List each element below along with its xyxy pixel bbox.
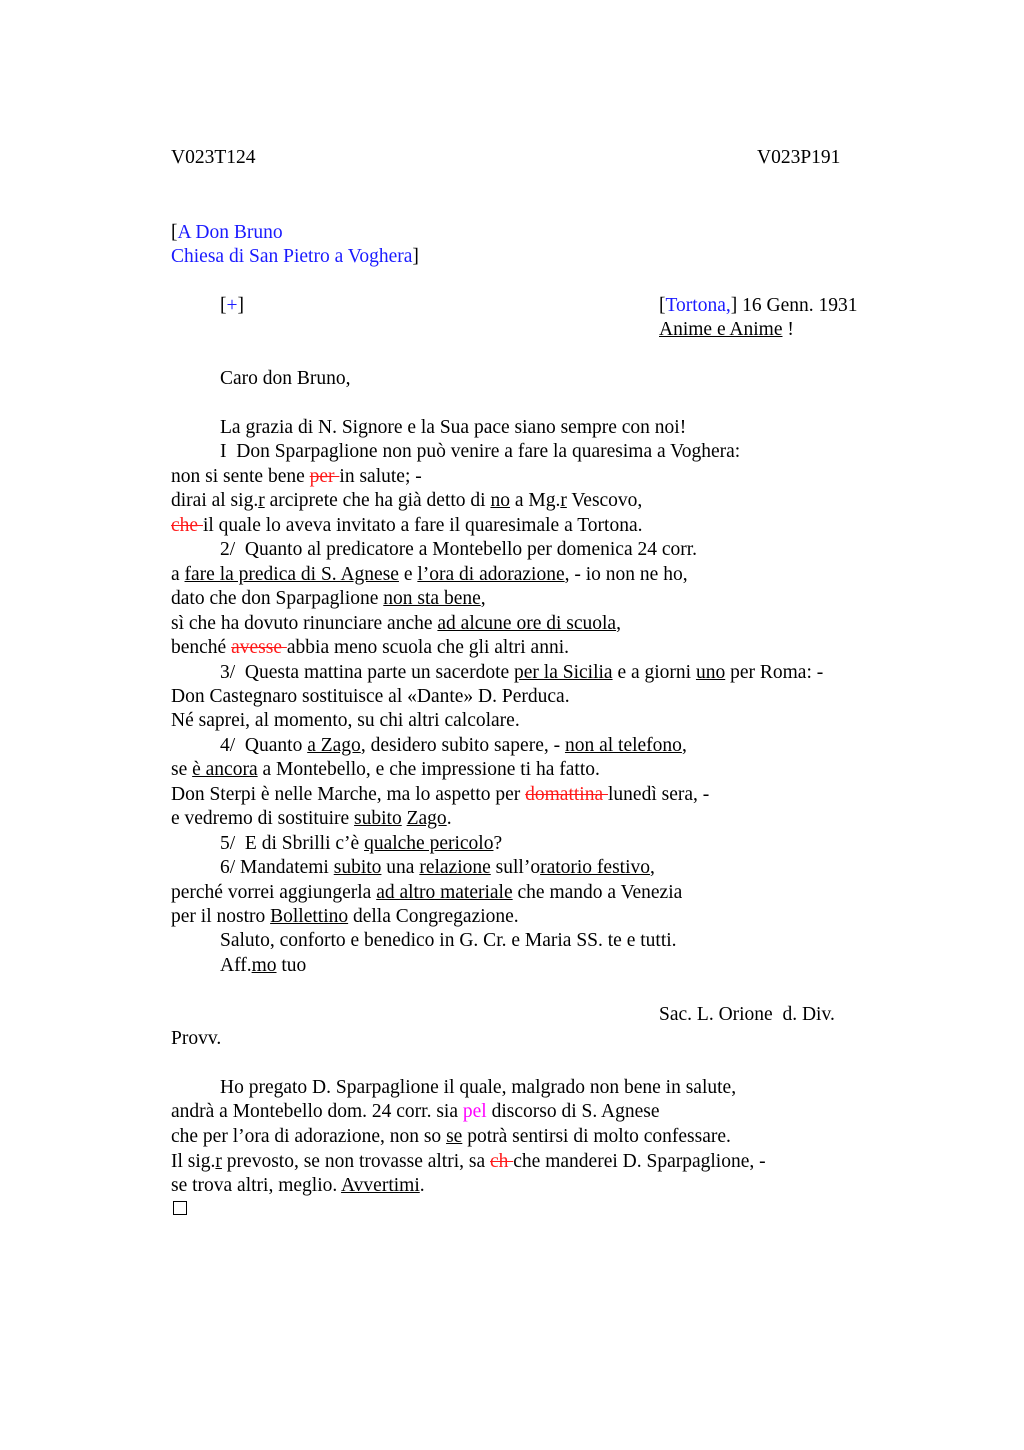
dateline-place: Tortona,: [665, 295, 731, 316]
body-line: Don Castegnaro sostituisce al «Dante» D. Perduca.: [171, 686, 570, 707]
deletion: per: [309, 466, 340, 487]
body-line: e vedremo di sostituire subito Zago.: [171, 808, 452, 829]
body-line: che il quale lo aveva invitato a fare il quaresimale a Tortona.: [171, 515, 643, 536]
postscript-line: Ho pregato D. Sparpaglione il quale, malgrado non bene in salute,: [220, 1077, 737, 1098]
motto: Anime e Anime: [659, 319, 783, 340]
body-line: 4/ Quanto a Zago, desidero subito sapere, - non al telefono,: [220, 735, 687, 756]
addressee-line-1: [A Don Bruno: [171, 222, 283, 243]
postscript-line: che per l’ora di adorazione, non so se potrà sentirsi di molto confessare.: [171, 1126, 731, 1147]
body-line: I Don Sparpaglione non può venire a fare la quaresima a Voghera:: [220, 441, 741, 462]
dateline: [Tortona,] 16 Genn. 1931: [659, 295, 858, 316]
body-line: non si sente bene per in salute; -: [171, 466, 422, 487]
postscript-line: se trova altri, meglio. Avvertimi.: [171, 1175, 425, 1196]
body-line: Don Sterpi è nelle Marche, ma lo aspetto per domattina lunedì sera, -: [171, 784, 710, 805]
signature-continuation: Provv.: [171, 1028, 222, 1049]
body-line: benché avesse abbia meno scuola che gli altri anni.: [171, 637, 569, 658]
deletion: ch: [490, 1151, 514, 1172]
postscript-line: andrà a Montebello dom. 24 corr. sia pel discorso di S. Agnese: [171, 1101, 660, 1122]
body-line: 3/ Questa mattina parte un sacerdote per la Sicilia e a giorni uno per Roma: -: [220, 662, 824, 683]
cross-mark: [+]: [220, 295, 244, 316]
body-line: dirai al sig.r arciprete che ha già detto di no a Mg.r Vescovo,: [171, 490, 643, 511]
dateline-date: ] 16 Genn. 1931: [730, 295, 858, 316]
postscript-line: Il sig.r prevosto, se non trovasse altri, sa ch che manderei D. Sparpaglione, -: [171, 1151, 766, 1172]
empty-square-icon: [173, 1201, 187, 1215]
deletion: che: [171, 515, 203, 536]
cross-icon: +: [226, 295, 238, 316]
body-line: Saluto, conforto e benedico in G. Cr. e Maria SS. te e tutti.: [220, 930, 677, 951]
addressee-place: Chiesa di San Pietro a Voghera: [171, 246, 413, 267]
addressee-line-2: Chiesa di San Pietro a Voghera]: [171, 246, 419, 267]
deletion: domattina: [525, 784, 608, 805]
motto-line: Anime e Anime !: [659, 319, 794, 340]
document-code-right: V023P191: [757, 147, 841, 168]
body-line: 6/ Mandatemi subito una relazione sull’oratorio festivo,: [220, 857, 655, 878]
body-line: sì che ha dovuto rinunciare anche ad alcune ore di scuola,: [171, 613, 621, 634]
body-line: per il nostro Bollettino della Congregazione.: [171, 906, 519, 927]
salutation: Caro don Bruno,: [220, 368, 351, 389]
body-line: dato che don Sparpaglione non sta bene,: [171, 588, 486, 609]
deletion: avesse: [231, 637, 287, 658]
addressee-name: A Don Bruno: [177, 222, 283, 243]
signature: Sac. L. Orione d. Div.: [659, 1004, 835, 1025]
body-line: se è ancora a Montebello, e che impressione ti ha fatto.: [171, 759, 600, 780]
body-line: La grazia di N. Signore e la Sua pace siano sempre con noi!: [220, 417, 687, 438]
body-line: 2/ Quanto al predicatore a Montebello per domenica 24 corr.: [220, 539, 698, 560]
body-line: 5/ E di Sbrilli c’è qualche pericolo?: [220, 833, 503, 854]
document-code-left: V023T124: [171, 147, 256, 168]
insertion: pel: [462, 1101, 487, 1122]
body-line: Né saprei, al momento, su chi altri calcolare.: [171, 710, 520, 731]
closing: Aff.mo tuo: [220, 955, 307, 976]
body-line: perché vorrei aggiungerla ad altro materiale che mando a Venezia: [171, 882, 683, 903]
body-line: a fare la predica di S. Agnese e l’ora di adorazione, - io non ne ho,: [171, 564, 688, 585]
